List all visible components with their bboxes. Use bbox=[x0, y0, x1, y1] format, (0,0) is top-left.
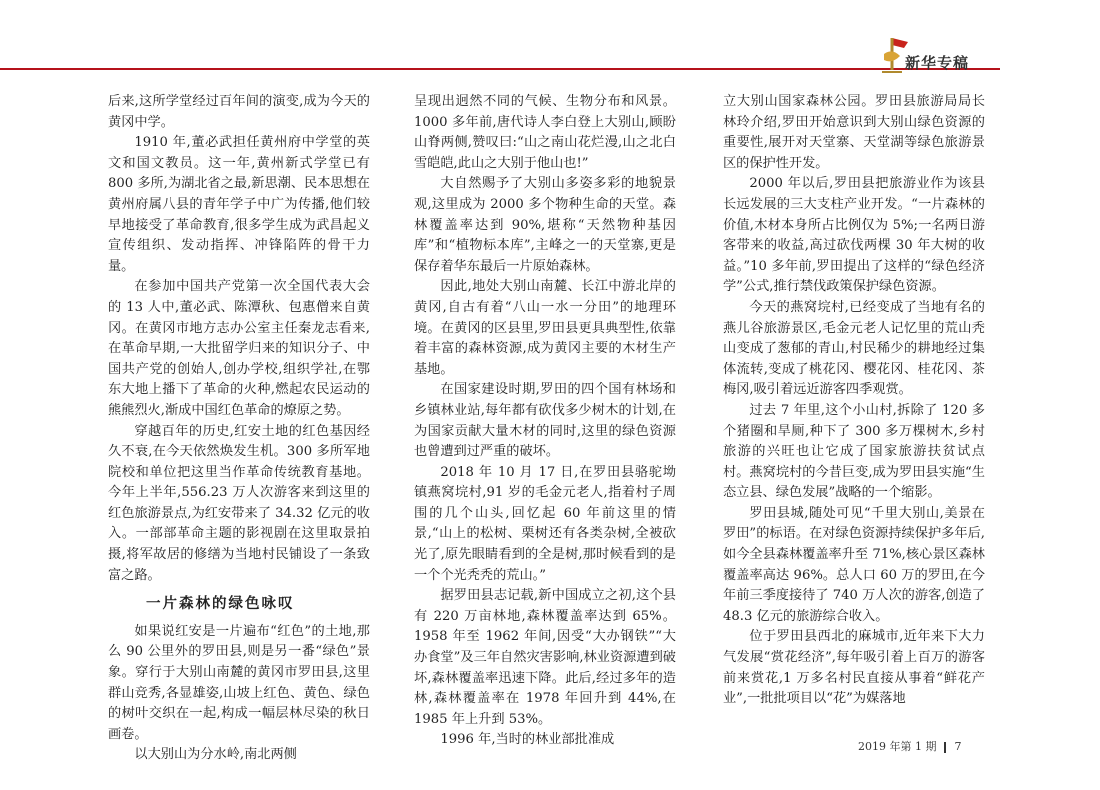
footer-divider bbox=[944, 742, 946, 753]
header-rule bbox=[0, 68, 1000, 70]
paragraph: 如果说红安是一片遍布“红色”的土地,那么 90 公里外的罗田县,则是另一番“绿色”景象。穿行于大别山南麓的黄冈市罗田县,这里群山竞秀,各显雄姿,山坡上红色、黄色、绿色的树叶交织在一起,构成一幅层林尽染的秋日画卷。 bbox=[108, 623, 370, 742]
paragraph: 1996 年,当时的林业部批准成 bbox=[440, 732, 615, 748]
paragraph: 2018 年 10 月 17 日,在罗田县骆驼坳镇燕窝垸村,91 岁的毛金元老人,指着村子周围的几个山头,回忆起 60 年前这里的情景,“山上的松树、栗树还有各类杂树,全被砍光了,原先眼睛看到的全是树,那时候看到的是一个个光秃秃的荒山。” bbox=[414, 464, 676, 583]
paragraph: 2000 年以后,罗田县把旅游业作为该县长远发展的三大支柱产业开发。“一片森林的价值,木材本身所占比例仅为 5%;一名两日游客带来的收益,高过砍伐两棵 30 年大树的收益。”10 多年前,罗田提出了这样的“绿色经济学”公式,推行禁伐政策保护绿色资源。 bbox=[723, 176, 985, 295]
paragraph: 呈现出迥然不同的气候、生物分布和风景。1000 多年前,唐代诗人李白登上大别山,顾盼山脊两侧,赞叹曰:“山之南山花烂漫,山之北白雪皑皑,此山之大别于他山也!” bbox=[414, 94, 676, 171]
paragraph: 后来,这所学堂经过百年间的演变,成为今天的黄冈中学。 bbox=[108, 94, 370, 130]
paragraph: 在参加中国共产党第一次全国代表大会的 13 人中,董必武、陈潭秋、包惠僧来自黄冈。在黄冈市地方志办公室主任秦龙志看来,在革命早期,一大批留学归来的知识分子、中国共产党的创始人,创办学校,组织学社,在鄂东大地上播下了革命的火种,燃起农民运动的熊熊烈火,渐成中国红色革命的燎原之势。 bbox=[108, 279, 370, 418]
paragraph: 1910 年,董必武担任黄州府中学堂的英文和国文教员。这一年,黄州新式学堂已有 800 多所,为湖北省之最,新思潮、民本思想在黄州府属八县的青年学子中广为传播,他们较早地接受了革命教育,很多学生成为武昌起义宣传组织、发动指挥、冲锋陷阵的骨干力量。 bbox=[108, 135, 370, 274]
page-footer bbox=[858, 738, 961, 754]
paragraph: 今天的燕窝垸村,已经变成了当地有名的燕儿谷旅游景区,毛金元老人记忆里的荒山秃山变成了葱郁的青山,村民稀少的耕地经过集体流转,变成了桃花冈、樱花冈、桂花冈、茶梅冈,吸引着远近游客四季观赏。 bbox=[723, 299, 985, 398]
paragraph: 据罗田县志记载,新中国成立之初,这个县有 220 万亩林地,森林覆盖率达到 65%。1958 年至 1962 年间,因受“大办钢铁”“大办食堂”及三年自然灾害影响,林业资源遭到破坏,森林覆盖率迅速下降。此后,经过多年的造林,森林覆盖率在 1978 年回升到 44%,在 1985 年上升到 53%。 bbox=[414, 588, 676, 727]
issue-label: 2019 年第 1 期 bbox=[858, 740, 937, 753]
text-column-3 bbox=[723, 92, 985, 710]
text-column-2 bbox=[414, 92, 676, 751]
paragraph: 大自然赐予了大别山多姿多彩的地貌景观,这里成为 2000 多个物种生命的天堂。森林覆盖率达到 90%,堪称“天然物种基因库”和“植物标本库”,主峰之一的天堂寨,更是保存着华东最后一片原始森林。 bbox=[414, 176, 676, 274]
page-number: 7 bbox=[954, 740, 962, 753]
paragraph: 罗田县城,随处可见“千里大别山,美景在罗田”的标语。在对绿色资源持续保护多年后,如今全县森林覆盖率升至 71%,核心景区森林覆盖率高达 96%。总人口 60 万的罗田,在今年前三季度接待了 740 万人次的游客,创造了 48.3 亿元的旅游综合收入。 bbox=[723, 505, 985, 624]
paragraph: 在国家建设时期,罗田的四个国有林场和乡镇林业站,每年都有砍伐多少树木的计划,在为国家贡献大量木材的同时,这里的绿色资源也曾遭到过严重的破坏。 bbox=[414, 382, 676, 460]
text-column-1 bbox=[108, 92, 370, 766]
paragraph: 位于罗田县西北的麻城市,近年来下大力气发展“赏花经济”,每年吸引着上百万的游客前来赏花,1 万多名村民直接从事着“鲜花产业”,一批批项目以“花”为媒落地 bbox=[723, 629, 985, 707]
paragraph: 立大别山国家森林公园。罗田县旅游局局长林玲介绍,罗田开始意识到大别山绿色资源的重要性,展开对天堂寨、天堂湖等绿色旅游景区的保护性开发。 bbox=[723, 94, 985, 171]
paragraph: 因此,地处大别山南麓、长江中游北岸的黄冈,自古有着“八山一水一分田”的地理环境。在黄冈的区县里,罗田县更具典型性,依靠着丰富的森林资源,成为黄冈主要的木材生产基地。 bbox=[414, 279, 676, 377]
paragraph: 以大别山为分水岭,南北两侧 bbox=[134, 747, 297, 763]
paragraph: 穿越百年的历史,红安土地的红色基因经久不衰,在今天依然焕发生机。300 多所军地院校和单位把这里当作革命传统教育基地。今年上半年,556.23 万人次游客来到这里的红色旅游景点,为红安带来了 34.32 亿元的收入。一部部革命主题的影视剧在这里取景拍摄,将军故居的修缮为当地村民铺设了一条致富之路。 bbox=[108, 423, 370, 583]
paragraph: 过去 7 年里,这个小山村,拆除了 120 多个猪圈和旱厕,种下了 300 多万棵树木,乡村旅游的兴旺也让它成了国家旅游扶贫试点村。燕窝垸村的今昔巨变,成为罗田县实施“生态立县、绿色发展”战略的一个缩影。 bbox=[723, 402, 985, 501]
section-title: 新华专稿 bbox=[905, 54, 970, 72]
subheading: 一片森林的绿色咏叹 bbox=[146, 596, 295, 613]
